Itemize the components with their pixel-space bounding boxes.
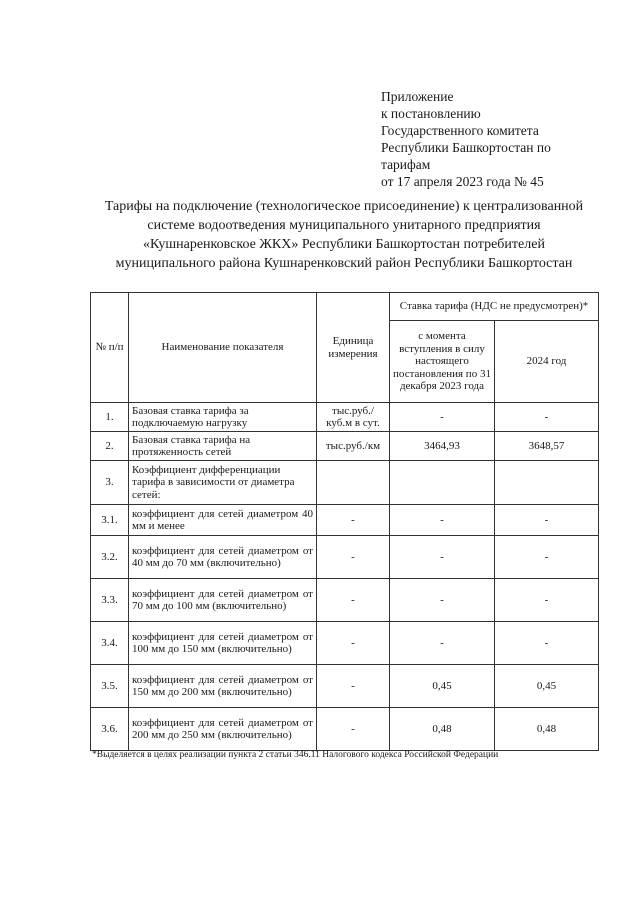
header-period-2024: 2024 год [495, 321, 599, 403]
appendix-line: к постановлению [381, 106, 481, 121]
row-value-2024: 0,48 [495, 708, 599, 751]
row-num: 3.6. [91, 708, 129, 751]
row-name: коэффициент для сетей диаметром от 100 мм до 150 мм (включительно) [129, 622, 317, 665]
table-row [91, 461, 599, 505]
row-name: коэффициент для сетей диаметром от 40 мм до 70 мм (включительно) [129, 536, 317, 579]
appendix-block [381, 88, 551, 190]
row-unit: - [317, 579, 390, 622]
table-row [91, 579, 599, 622]
row-unit: - [317, 505, 390, 536]
table-row [91, 432, 599, 461]
header-name: Наименование показателя [129, 293, 317, 403]
row-value-2023: - [390, 579, 495, 622]
tariff-table [90, 292, 599, 751]
row-value-2023 [390, 461, 495, 505]
row-name: коэффициент для сетей диаметром от 150 мм до 200 мм (включительно) [129, 665, 317, 708]
table-row [91, 622, 599, 665]
row-name: Коэффициент дифференциации тарифа в зависимости от диаметра сетей: [129, 461, 317, 505]
row-name: коэффициент для сетей диаметром от 70 мм до 100 мм (включительно) [129, 579, 317, 622]
row-name: Базовая ставка тарифа за подключаемую нагрузку [129, 403, 317, 432]
header-rate-group: Ставка тарифа (НДС не предусмотрен)* [390, 293, 599, 321]
appendix-line: от 17 апреля 2023 года № 45 [381, 174, 544, 189]
row-num: 3.5. [91, 665, 129, 708]
row-unit: - [317, 665, 390, 708]
title-line: муниципального района Кушнаренковский район Республики Башкортостан [115, 256, 573, 271]
row-value-2024: 0,45 [495, 665, 599, 708]
row-value-2023: 0,48 [390, 708, 495, 751]
row-value-2024: - [495, 622, 599, 665]
row-unit: - [317, 622, 390, 665]
row-value-2023: - [390, 403, 495, 432]
row-unit: тыс.руб./км [317, 432, 390, 461]
row-unit: - [317, 536, 390, 579]
table-header-row [91, 293, 599, 321]
row-value-2023: 3464,93 [390, 432, 495, 461]
table-row [91, 665, 599, 708]
table-row [91, 708, 599, 751]
row-num: 1. [91, 403, 129, 432]
row-name: коэффициент для сетей диаметром 40 мм и менее [129, 505, 317, 536]
title-line: Тарифы на подключение (технологическое присоединение) к централизованной [104, 199, 584, 214]
row-name: коэффициент для сетей диаметром от 200 мм до 250 мм (включительно) [129, 708, 317, 751]
row-unit [317, 461, 390, 505]
row-value-2023: - [390, 622, 495, 665]
table-row [91, 536, 599, 579]
row-num: 3.2. [91, 536, 129, 579]
row-unit: - [317, 708, 390, 751]
row-value-2024: - [495, 536, 599, 579]
table-row [91, 403, 599, 432]
title-line: системе водоотведения муниципального унитарного предприятия [147, 218, 541, 233]
appendix-line: Республики Башкортостан по [381, 140, 551, 155]
row-value-2024 [495, 461, 599, 505]
document-title [80, 197, 608, 273]
appendix-line: Государственного комитета [381, 123, 539, 138]
title-line: «Кушнаренковское ЖКХ» Республики Башкортостан потребителей [143, 237, 545, 252]
row-value-2023: 0,45 [390, 665, 495, 708]
row-value-2023: - [390, 536, 495, 579]
row-num: 2. [91, 432, 129, 461]
row-name: Базовая ставка тарифа на протяженность сетей [129, 432, 317, 461]
row-value-2024: - [495, 505, 599, 536]
row-value-2024: - [495, 403, 599, 432]
row-num: 3.3. [91, 579, 129, 622]
header-period-2023: с момента вступления в силу настоящего постановления по 31 декабря 2023 года [390, 321, 495, 403]
row-num: 3.4. [91, 622, 129, 665]
row-value-2024: - [495, 579, 599, 622]
header-num: № п/п [91, 293, 129, 403]
appendix-line: тарифам [381, 157, 431, 172]
appendix-line: Приложение [381, 89, 454, 104]
footnote: *Выделяется в целях реализации пункта 2 статьи 346.11 Налогового кодекса Российской Федерации [92, 750, 499, 760]
table-row [91, 505, 599, 536]
row-num: 3. [91, 461, 129, 505]
header-unit: Единица измерения [317, 293, 390, 403]
row-num: 3.1. [91, 505, 129, 536]
row-unit: тыс.руб./ куб.м в сут. [317, 403, 390, 432]
row-value-2023: - [390, 505, 495, 536]
row-value-2024: 3648,57 [495, 432, 599, 461]
